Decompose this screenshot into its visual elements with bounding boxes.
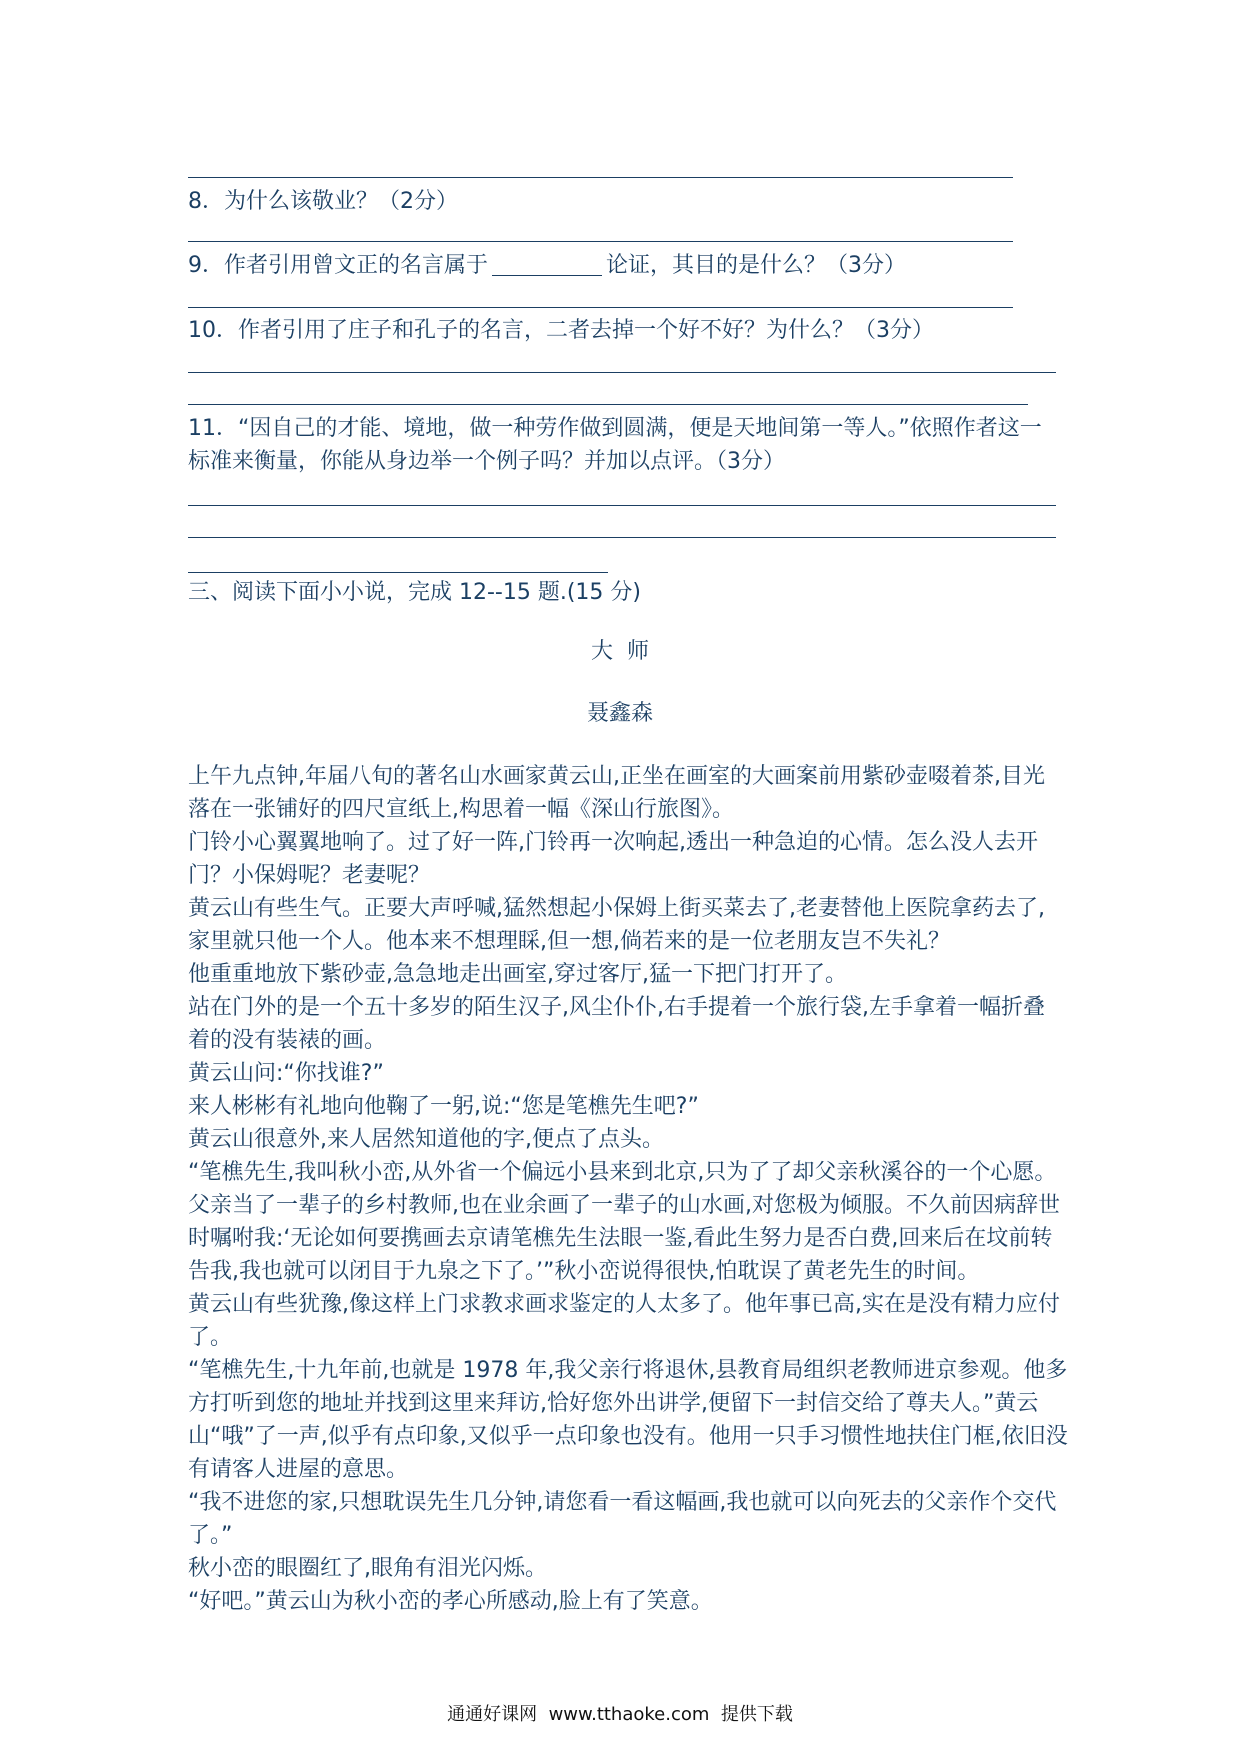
question-9-text-after: 论证，其目的是什么？（3分） [606,253,906,278]
story-line: 父亲当了一辈子的乡村教师,也在业余画了一辈子的山水画,对您极为倾服。不久前因病辞世 [188,1193,1060,1218]
story-line: 他重重地放下紫砂壶,急急地走出画室,穿过客厅,猛一下把门打开了。 [188,962,847,987]
question-11-line-1: 11．“因自己的才能、境地，做一种劳作做到圆满，便是天地间第一等人。”依照作者这一 [188,416,1042,441]
story-line: 落在一张铺好的四尺宣纸上,构思着一幅《深山行旅图》。 [188,797,734,822]
story-line: 秋小峦的眼圈红了,眼角有泪光闪烁。 [188,1556,547,1581]
answer-line [188,572,608,573]
story-line: 告我,我也就可以闭目于九泉之下了。’”秋小峦说得很快,怕耽误了黄老先生的时间。 [188,1259,980,1284]
question-9-text-before: 9．作者引用曾文正的名言属于 [188,253,488,278]
story-line: “笔樵先生,我叫秋小峦,从外省一个偏远小县来到北京,只为了了却父亲秋溪谷的一个心愿。 [188,1160,1057,1185]
footer-credit: 通通好课网 www.tthaoke.com 提供下载 [447,1704,793,1725]
answer-line [188,404,1028,405]
story-author: 聂鑫森 [586,701,653,726]
question-11-line-2: 标准来衡量，你能从身边举一个例子吗？并加以点评。（3分） [188,449,785,474]
story-line: 来人彬彬有礼地向他鞠了一躬,说:“您是笔樵先生吧?” [188,1094,699,1119]
story-line: 站在门外的是一个五十多岁的陌生汉子,风尘仆仆,右手提着一个旅行袋,左手拿着一幅折叠 [188,995,1045,1020]
story-line: “笔樵先生,十九年前,也就是 1978 年,我父亲行将退休,县教育局组织老教师进京参观。他多 [188,1358,1068,1383]
answer-line [188,537,1056,538]
question-9 [188,250,906,282]
story-line: 有请客人进屋的意思。 [188,1457,409,1482]
fill-in-blank [492,253,602,276]
story-line: 黄云山很意外,来人居然知道他的字,便点了点头。 [188,1127,664,1152]
answer-line [188,505,1056,506]
question-8: 8．为什么该敬业？（2分） [188,189,458,214]
story-line: 时嘱咐我:‘无论如何要携画去京请笔樵先生法眼一鉴,看此生努力是否白费,回来后在坟前转 [188,1226,1053,1251]
question-10: 10．作者引用了庄子和孔子的名言，二者去掉一个好不好？为什么？（3分） [188,318,934,343]
section-heading: 三、阅读下面小小说，完成 12--15 题.(15 分) [188,580,641,605]
story-line: 了。 [188,1325,233,1350]
story-line: 方打听到您的地址并找到这里来拜访,恰好您外出讲学,便留下一封信交给了尊夫人。”黄云 [188,1391,1039,1416]
story-line: “我不进您的家,只想耽误先生几分钟,请您看一看这幅画,我也就可以向死去的父亲作个交代 [188,1490,1057,1515]
answer-line [188,307,1013,308]
story-line: 了。” [188,1523,233,1548]
story-line: 上午九点钟,年届八旬的著名山水画家黄云山,正坐在画室的大画案前用紫砂壶啜着茶,目光 [188,764,1045,789]
story-line: 门铃小心翼翼地响了。过了好一阵,门铃再一次响起,透出一种急迫的心情。怎么没人去开 [188,830,1038,855]
answer-line [188,177,1013,178]
answer-line [188,241,1013,242]
story-body [188,760,1068,1618]
story-line: 家里就只他一个人。他本来不想理睬,但一想,倘若来的是一位老朋友岂不失礼？ [188,929,950,954]
story-title: 大 师 [591,639,649,664]
story-line: 黄云山问:“你找谁?” [188,1061,384,1086]
story-line: 黄云山有些生气。正要大声呼喊,猛然想起小保姆上街买菜去了,老妻替他上医院拿药去了, [188,896,1045,921]
story-line: 着的没有装裱的画。 [188,1028,387,1053]
story-line: 黄云山有些犹豫,像这样上门求教求画求鉴定的人太多了。他年事已高,实在是没有精力应付 [188,1292,1060,1317]
story-line: 门？小保姆呢？老妻呢？ [188,863,431,888]
story-line: “好吧。”黄云山为秋小峦的孝心所感动,脸上有了笑意。 [188,1589,713,1614]
story-line: 山“哦”了一声,似乎有点印象,又似乎一点印象也没有。他用一只手习惯性地扶住门框,依旧没 [188,1424,1068,1449]
answer-line [188,372,1056,373]
